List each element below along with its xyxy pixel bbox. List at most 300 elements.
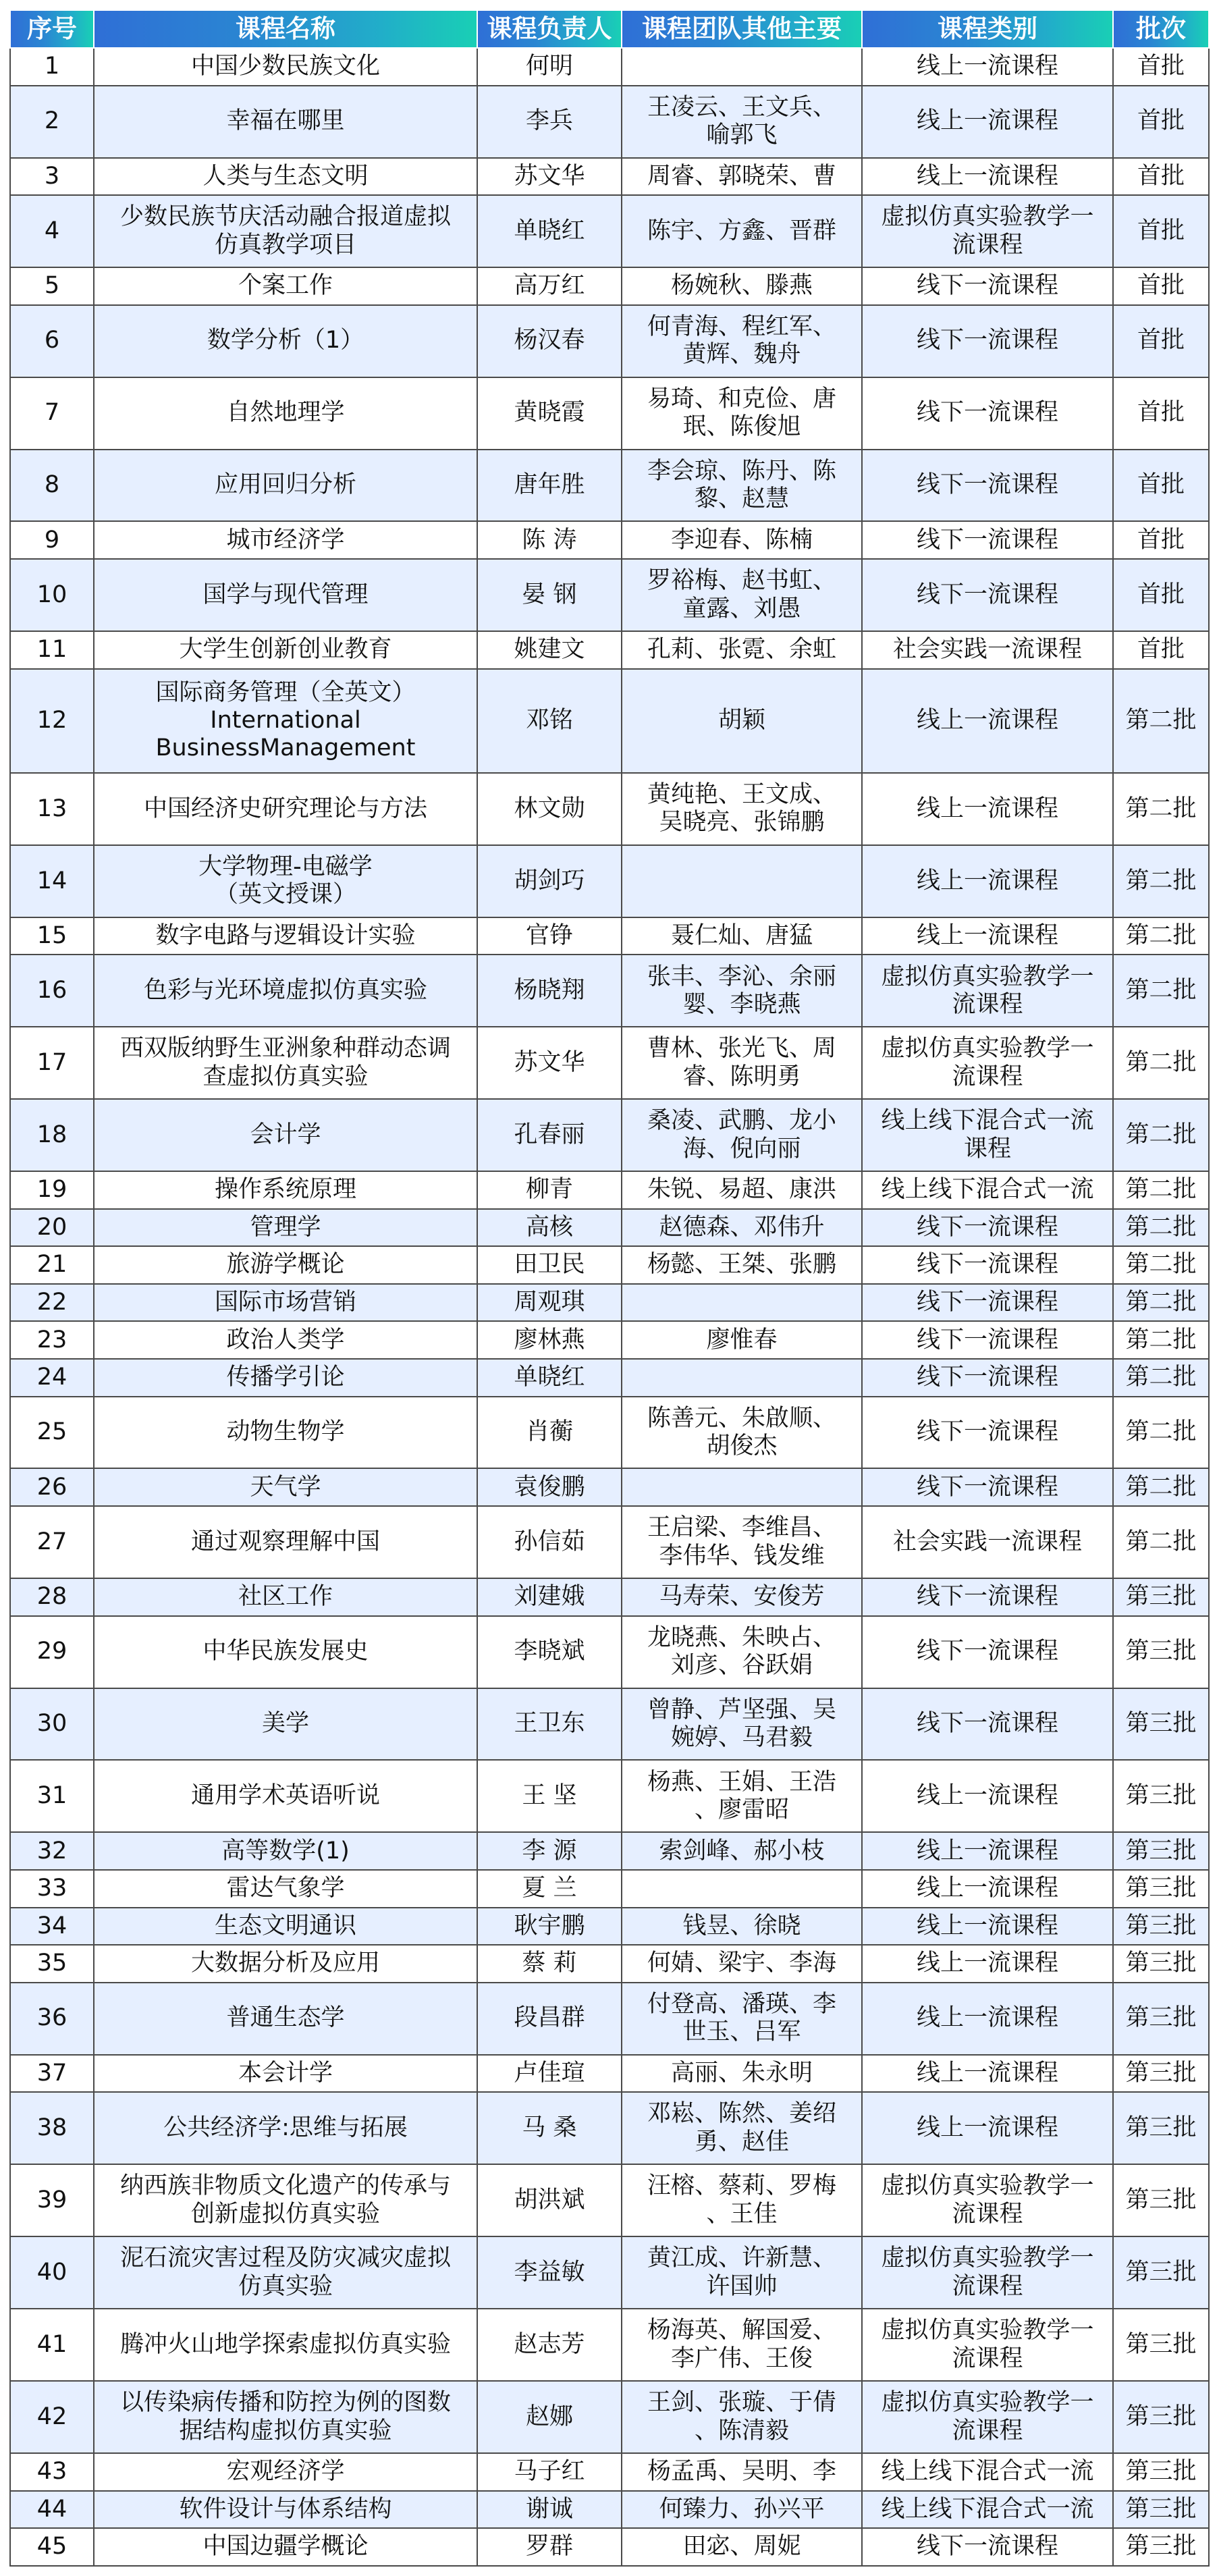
row-course-type: 线上一流课程 <box>862 1945 1113 1983</box>
row-batch: 第三批 <box>1113 1870 1209 1908</box>
row-course-lead: 段昌群 <box>477 1983 622 2055</box>
row-course-lead: 胡剑巧 <box>477 845 622 917</box>
header-batch: 批次 <box>1113 10 1209 48</box>
row-seq: 40 <box>10 2236 94 2309</box>
row-course-lead: 苏文华 <box>477 158 622 196</box>
row-course-lead: 孙信茹 <box>477 1506 622 1578</box>
row-seq: 10 <box>10 559 94 631</box>
row-course-lead: 田卫民 <box>477 1246 622 1284</box>
header-row <box>10 10 1209 48</box>
table-row <box>10 669 1209 773</box>
row-course-name: 中国边疆学概论 <box>94 2528 477 2566</box>
row-course-team: 马寿荣、安俊芳 <box>622 1578 862 1616</box>
row-course-team: 汪榕、蔡莉、罗梅 、王佳 <box>622 2164 862 2236</box>
row-course-team: 杨懿、王桀、张鹏 <box>622 1246 862 1284</box>
row-course-team <box>622 1468 862 1506</box>
row-course-name: 腾冲火山地学探索虚拟仿真实验 <box>94 2309 477 2381</box>
row-seq: 31 <box>10 1760 94 1832</box>
row-course-name: 自然地理学 <box>94 377 477 450</box>
row-course-lead: 苏文华 <box>477 1027 622 1099</box>
row-seq: 45 <box>10 2528 94 2566</box>
row-course-name: 通过观察理解中国 <box>94 1506 477 1578</box>
table-row <box>10 1284 1209 1322</box>
row-course-type: 社会实践一流课程 <box>862 631 1113 669</box>
row-course-name: 传播学引论 <box>94 1359 477 1397</box>
row-course-lead: 高万红 <box>477 267 622 305</box>
row-course-lead: 杨晓翔 <box>477 955 622 1027</box>
row-seq: 5 <box>10 267 94 305</box>
row-course-type: 线上一流课程 <box>862 2092 1113 2164</box>
row-course-type: 虚拟仿真实验教学一 流课程 <box>862 2381 1113 2453</box>
table-row <box>10 1870 1209 1908</box>
table-row <box>10 2309 1209 2381</box>
row-batch: 首批 <box>1113 305 1209 377</box>
row-seq: 20 <box>10 1209 94 1247</box>
table-row <box>10 2381 1209 2453</box>
row-batch: 第二批 <box>1113 1359 1209 1397</box>
row-course-team: 何婧、梁宇、李海 <box>622 1945 862 1983</box>
table-row <box>10 1983 1209 2055</box>
row-batch: 第二批 <box>1113 1171 1209 1209</box>
row-course-name: 高等数学(1) <box>94 1832 477 1870</box>
table-row <box>10 2453 1209 2491</box>
row-course-team: 何青海、程红军、 黄辉、魏舟 <box>622 305 862 377</box>
row-course-name: 以传染病传播和防控为例的图数 据结构虚拟仿真实验 <box>94 2381 477 2453</box>
table-row <box>10 2164 1209 2236</box>
row-course-type: 线上一流课程 <box>862 917 1113 955</box>
row-course-name: 中国经济史研究理论与方法 <box>94 773 477 845</box>
table-row <box>10 1359 1209 1397</box>
row-course-name: 西双版纳野生亚洲象种群动态调 查虚拟仿真实验 <box>94 1027 477 1099</box>
row-course-team: 朱锐、易超、康洪 <box>622 1171 862 1209</box>
row-batch: 第三批 <box>1113 2309 1209 2381</box>
row-batch: 第三批 <box>1113 2528 1209 2566</box>
row-batch: 首批 <box>1113 267 1209 305</box>
row-course-lead: 赵志芳 <box>477 2309 622 2381</box>
row-batch: 第三批 <box>1113 2491 1209 2529</box>
table-row <box>10 1209 1209 1247</box>
row-course-team: 钱昱、徐晓 <box>622 1908 862 1946</box>
row-course-type: 虚拟仿真实验教学一 流课程 <box>862 955 1113 1027</box>
row-course-name: 应用回归分析 <box>94 450 477 522</box>
row-seq: 14 <box>10 845 94 917</box>
row-batch: 第三批 <box>1113 1616 1209 1688</box>
row-batch: 第三批 <box>1113 1578 1209 1616</box>
row-course-name: 会计学 <box>94 1099 477 1171</box>
row-course-name: 宏观经济学 <box>94 2453 477 2491</box>
row-course-team: 王剑、张璇、于倩 、陈清毅 <box>622 2381 862 2453</box>
row-seq: 25 <box>10 1397 94 1469</box>
row-course-lead: 李益敏 <box>477 2236 622 2309</box>
row-course-lead: 马子红 <box>477 2453 622 2491</box>
row-course-lead: 柳青 <box>477 1171 622 1209</box>
row-seq: 22 <box>10 1284 94 1322</box>
table-row <box>10 195 1209 267</box>
row-course-team: 邓崧、陈然、姜绍 勇、赵佳 <box>622 2092 862 2164</box>
row-seq: 29 <box>10 1616 94 1688</box>
row-course-team: 黄江成、许新慧、 许国帅 <box>622 2236 862 2309</box>
row-batch: 首批 <box>1113 195 1209 267</box>
row-course-type: 线下一流课程 <box>862 1209 1113 1247</box>
row-batch: 首批 <box>1113 48 1209 86</box>
row-course-type: 社会实践一流课程 <box>862 1506 1113 1578</box>
row-course-lead: 耿宇鹏 <box>477 1908 622 1946</box>
row-course-lead: 唐年胜 <box>477 450 622 522</box>
table-row <box>10 1321 1209 1359</box>
course-table <box>9 9 1210 2567</box>
table-row <box>10 2092 1209 2164</box>
row-seq: 24 <box>10 1359 94 1397</box>
row-course-type: 线下一流课程 <box>862 1688 1113 1761</box>
row-course-name: 通用学术英语听说 <box>94 1760 477 1832</box>
row-course-team: 付登高、潘瑛、李 世玉、吕军 <box>622 1983 862 2055</box>
row-course-lead: 黄晓霞 <box>477 377 622 450</box>
row-course-type: 线上线下混合式一流 <box>862 2453 1113 2491</box>
row-course-lead: 晏 钢 <box>477 559 622 631</box>
row-course-type: 线上一流课程 <box>862 2055 1113 2093</box>
row-seq: 18 <box>10 1099 94 1171</box>
row-batch: 第二批 <box>1113 1209 1209 1247</box>
row-seq: 44 <box>10 2491 94 2529</box>
row-course-lead: 谢诚 <box>477 2491 622 2529</box>
row-seq: 21 <box>10 1246 94 1284</box>
row-seq: 23 <box>10 1321 94 1359</box>
row-course-lead: 官铮 <box>477 917 622 955</box>
row-course-name: 幸福在哪里 <box>94 86 477 158</box>
row-course-team: 聂仁灿、唐猛 <box>622 917 862 955</box>
row-course-name: 国学与现代管理 <box>94 559 477 631</box>
row-batch: 第二批 <box>1113 773 1209 845</box>
row-batch: 第三批 <box>1113 2453 1209 2491</box>
row-course-lead: 何明 <box>477 48 622 86</box>
table-row <box>10 631 1209 669</box>
row-course-lead: 姚建文 <box>477 631 622 669</box>
row-seq: 33 <box>10 1870 94 1908</box>
row-course-name: 个案工作 <box>94 267 477 305</box>
row-batch: 第二批 <box>1113 1321 1209 1359</box>
table-row <box>10 1688 1209 1761</box>
row-seq: 41 <box>10 2309 94 2381</box>
table-row <box>10 559 1209 631</box>
table-row <box>10 2236 1209 2309</box>
row-seq: 11 <box>10 631 94 669</box>
row-seq: 4 <box>10 195 94 267</box>
row-course-team: 王凌云、王文兵、 喻郭飞 <box>622 86 862 158</box>
table-row <box>10 450 1209 522</box>
row-course-name: 旅游学概论 <box>94 1246 477 1284</box>
row-course-lead: 单晓红 <box>477 1359 622 1397</box>
row-batch: 第三批 <box>1113 2164 1209 2236</box>
row-batch: 首批 <box>1113 450 1209 522</box>
row-seq: 30 <box>10 1688 94 1761</box>
row-course-team: 罗裕梅、赵书虹、 童露、刘愚 <box>622 559 862 631</box>
table-row <box>10 955 1209 1027</box>
row-course-team <box>622 845 862 917</box>
table-row <box>10 2055 1209 2093</box>
row-course-team: 黄纯艳、王文成、 吴晓亮、张锦鹏 <box>622 773 862 845</box>
row-course-team: 龙晓燕、朱映占、 刘彦、谷跃娟 <box>622 1616 862 1688</box>
row-course-team: 王启梁、李维昌、 李伟华、钱发维 <box>622 1506 862 1578</box>
table-body <box>10 48 1209 2566</box>
row-course-lead: 王卫东 <box>477 1688 622 1761</box>
row-seq: 19 <box>10 1171 94 1209</box>
table-row <box>10 1908 1209 1946</box>
row-course-team: 廖惟春 <box>622 1321 862 1359</box>
row-batch: 第二批 <box>1113 845 1209 917</box>
header-seq: 序号 <box>10 10 94 48</box>
row-course-team: 杨海英、解国爱、 李广伟、王俊 <box>622 2309 862 2381</box>
row-course-name: 城市经济学 <box>94 521 477 559</box>
row-course-type: 线下一流课程 <box>862 1578 1113 1616</box>
row-course-lead: 胡洪斌 <box>477 2164 622 2236</box>
row-seq: 1 <box>10 48 94 86</box>
row-seq: 35 <box>10 1945 94 1983</box>
row-course-team: 胡颖 <box>622 669 862 773</box>
row-batch: 第三批 <box>1113 2381 1209 2453</box>
row-seq: 6 <box>10 305 94 377</box>
row-course-team: 陈善元、朱啟顺、 胡俊杰 <box>622 1397 862 1469</box>
row-course-name: 操作系统原理 <box>94 1171 477 1209</box>
row-course-type: 线上线下混合式一流 <box>862 2491 1113 2529</box>
row-course-name: 软件设计与体系结构 <box>94 2491 477 2529</box>
row-seq: 34 <box>10 1908 94 1946</box>
row-course-lead: 周观琪 <box>477 1284 622 1322</box>
table-row <box>10 1945 1209 1983</box>
row-batch: 首批 <box>1113 631 1209 669</box>
row-course-type: 线下一流课程 <box>862 1359 1113 1397</box>
row-course-name: 数字电路与逻辑设计实验 <box>94 917 477 955</box>
table-row <box>10 1468 1209 1506</box>
row-batch: 第二批 <box>1113 1099 1209 1171</box>
table-row <box>10 2528 1209 2566</box>
row-seq: 8 <box>10 450 94 522</box>
row-course-type: 线上一流课程 <box>862 1832 1113 1870</box>
row-course-name: 生态文明通识 <box>94 1908 477 1946</box>
row-batch: 第二批 <box>1113 1397 1209 1469</box>
row-course-lead: 王 坚 <box>477 1760 622 1832</box>
row-seq: 39 <box>10 2164 94 2236</box>
table-row <box>10 305 1209 377</box>
row-seq: 42 <box>10 2381 94 2453</box>
row-course-type: 虚拟仿真实验教学一 流课程 <box>862 2309 1113 2381</box>
row-batch: 第三批 <box>1113 1760 1209 1832</box>
row-batch: 第三批 <box>1113 1832 1209 1870</box>
table-row <box>10 1506 1209 1578</box>
row-course-team: 张丰、李沁、余丽 婴、李晓燕 <box>622 955 862 1027</box>
table-row <box>10 2491 1209 2529</box>
row-course-lead: 刘建娥 <box>477 1578 622 1616</box>
row-seq: 13 <box>10 773 94 845</box>
row-course-team: 周睿、郭晓荣、曹 <box>622 158 862 196</box>
table-row <box>10 377 1209 450</box>
row-batch: 第三批 <box>1113 1945 1209 1983</box>
row-course-name: 泥石流灾害过程及防灾减灾虚拟 仿真实验 <box>94 2236 477 2309</box>
table-row <box>10 773 1209 845</box>
row-course-type: 线上线下混合式一流 <box>862 1171 1113 1209</box>
row-batch: 首批 <box>1113 158 1209 196</box>
row-course-name: 人类与生态文明 <box>94 158 477 196</box>
row-course-name: 普通生态学 <box>94 1983 477 2055</box>
row-course-type: 线下一流课程 <box>862 267 1113 305</box>
row-course-lead: 陈 涛 <box>477 521 622 559</box>
table-row <box>10 917 1209 955</box>
row-course-type: 线下一流课程 <box>862 1321 1113 1359</box>
row-course-name: 少数民族节庆活动融合报道虚拟 仿真教学项目 <box>94 195 477 267</box>
row-course-name: 公共经济学:思维与拓展 <box>94 2092 477 2164</box>
row-course-name: 天气学 <box>94 1468 477 1506</box>
table-row <box>10 1099 1209 1171</box>
row-course-lead: 袁俊鹏 <box>477 1468 622 1506</box>
row-batch: 首批 <box>1113 559 1209 631</box>
row-course-name: 色彩与光环境虚拟仿真实验 <box>94 955 477 1027</box>
row-course-team: 曹林、张光飞、周 睿、陈明勇 <box>622 1027 862 1099</box>
row-course-team <box>622 48 862 86</box>
row-course-team: 孔莉、张霓、余虹 <box>622 631 862 669</box>
row-course-lead: 孔春丽 <box>477 1099 622 1171</box>
row-batch: 第三批 <box>1113 1688 1209 1761</box>
row-batch: 首批 <box>1113 521 1209 559</box>
row-course-lead: 夏 兰 <box>477 1870 622 1908</box>
row-course-team <box>622 1359 862 1397</box>
row-batch: 首批 <box>1113 86 1209 158</box>
row-batch: 第二批 <box>1113 1284 1209 1322</box>
row-seq: 12 <box>10 669 94 773</box>
row-seq: 38 <box>10 2092 94 2164</box>
row-seq: 9 <box>10 521 94 559</box>
row-course-team: 田宓、周妮 <box>622 2528 862 2566</box>
row-course-type: 线上一流课程 <box>862 845 1113 917</box>
row-course-name: 动物生物学 <box>94 1397 477 1469</box>
row-course-lead: 高核 <box>477 1209 622 1247</box>
row-course-name: 大学生创新创业教育 <box>94 631 477 669</box>
row-course-name: 社区工作 <box>94 1578 477 1616</box>
row-course-type: 线上线下混合式一流 课程 <box>862 1099 1113 1171</box>
row-course-lead: 李 源 <box>477 1832 622 1870</box>
row-batch: 第三批 <box>1113 2055 1209 2093</box>
row-course-type: 线下一流课程 <box>862 1246 1113 1284</box>
row-course-type: 线上一流课程 <box>862 1760 1113 1832</box>
row-seq: 15 <box>10 917 94 955</box>
row-course-lead: 赵娜 <box>477 2381 622 2453</box>
table-row <box>10 1171 1209 1209</box>
row-course-name: 纳西族非物质文化遗产的传承与 创新虚拟仿真实验 <box>94 2164 477 2236</box>
table-row <box>10 1397 1209 1469</box>
row-course-team: 高丽、朱永明 <box>622 2055 862 2093</box>
table-row <box>10 1578 1209 1616</box>
row-course-team: 桑凌、武鹏、龙小 海、倪向丽 <box>622 1099 862 1171</box>
row-batch: 第三批 <box>1113 1983 1209 2055</box>
row-course-type: 线上一流课程 <box>862 773 1113 845</box>
row-batch: 第二批 <box>1113 1506 1209 1578</box>
row-course-lead: 卢佳瑄 <box>477 2055 622 2093</box>
row-seq: 7 <box>10 377 94 450</box>
row-batch: 第二批 <box>1113 669 1209 773</box>
row-seq: 36 <box>10 1983 94 2055</box>
row-course-team: 赵德森、邓伟升 <box>622 1209 862 1247</box>
row-course-type: 线下一流课程 <box>862 521 1113 559</box>
row-course-name: 中国少数民族文化 <box>94 48 477 86</box>
row-course-lead: 肖蘅 <box>477 1397 622 1469</box>
row-course-type: 线上一流课程 <box>862 86 1113 158</box>
row-batch: 第二批 <box>1113 1027 1209 1099</box>
row-course-name: 数学分析（1） <box>94 305 477 377</box>
row-course-name: 政治人类学 <box>94 1321 477 1359</box>
row-course-team: 曾静、芦坚强、吴 婉婷、马君毅 <box>622 1688 862 1761</box>
row-batch: 第二批 <box>1113 917 1209 955</box>
row-course-type: 线上一流课程 <box>862 1908 1113 1946</box>
row-course-lead: 李兵 <box>477 86 622 158</box>
header-course-type: 课程类别 <box>862 10 1113 48</box>
row-course-type: 线下一流课程 <box>862 2528 1113 2566</box>
row-course-type: 线下一流课程 <box>862 559 1113 631</box>
row-course-type: 线下一流课程 <box>862 305 1113 377</box>
row-course-team: 杨燕、王娟、王浩 、廖雷昭 <box>622 1760 862 1832</box>
row-course-lead: 单晓红 <box>477 195 622 267</box>
row-seq: 32 <box>10 1832 94 1870</box>
table-row <box>10 1246 1209 1284</box>
row-course-type: 线下一流课程 <box>862 1397 1113 1469</box>
header-course-name: 课程名称 <box>94 10 477 48</box>
table-row <box>10 158 1209 196</box>
row-course-team <box>622 1284 862 1322</box>
row-course-lead: 李晓斌 <box>477 1616 622 1688</box>
row-course-lead: 杨汉春 <box>477 305 622 377</box>
row-batch: 第三批 <box>1113 1908 1209 1946</box>
row-course-type: 线上一流课程 <box>862 48 1113 86</box>
row-course-name: 中华民族发展史 <box>94 1616 477 1688</box>
row-seq: 27 <box>10 1506 94 1578</box>
table-row <box>10 48 1209 86</box>
row-course-type: 线下一流课程 <box>862 450 1113 522</box>
table-row <box>10 521 1209 559</box>
row-seq: 2 <box>10 86 94 158</box>
row-seq: 43 <box>10 2453 94 2491</box>
row-course-type: 虚拟仿真实验教学一 流课程 <box>862 1027 1113 1099</box>
row-batch: 第二批 <box>1113 1246 1209 1284</box>
row-course-lead: 蔡 莉 <box>477 1945 622 1983</box>
row-seq: 16 <box>10 955 94 1027</box>
row-course-lead: 林文勋 <box>477 773 622 845</box>
row-course-name: 雷达气象学 <box>94 1870 477 1908</box>
row-course-name: 大学物理-电磁学 （英文授课） <box>94 845 477 917</box>
row-course-team: 索剑峰、郝小枝 <box>622 1832 862 1870</box>
row-course-team <box>622 1870 862 1908</box>
header-course-team: 课程团队其他主要 <box>622 10 862 48</box>
row-course-lead: 罗群 <box>477 2528 622 2566</box>
row-batch: 第二批 <box>1113 955 1209 1027</box>
row-course-type: 虚拟仿真实验教学一 流课程 <box>862 195 1113 267</box>
row-course-type: 线上一流课程 <box>862 1983 1113 2055</box>
row-course-type: 线上一流课程 <box>862 1870 1113 1908</box>
row-course-type: 线上一流课程 <box>862 669 1113 773</box>
row-seq: 28 <box>10 1578 94 1616</box>
header-course-lead: 课程负责人 <box>477 10 622 48</box>
table-row <box>10 1832 1209 1870</box>
table-row <box>10 1760 1209 1832</box>
row-course-type: 虚拟仿真实验教学一 流课程 <box>862 2164 1113 2236</box>
row-seq: 37 <box>10 2055 94 2093</box>
row-course-lead: 邓铭 <box>477 669 622 773</box>
table-row <box>10 86 1209 158</box>
row-course-lead: 马 桑 <box>477 2092 622 2164</box>
row-course-type: 线下一流课程 <box>862 377 1113 450</box>
row-course-type: 线下一流课程 <box>862 1468 1113 1506</box>
row-batch: 第三批 <box>1113 2236 1209 2309</box>
row-course-lead: 廖林燕 <box>477 1321 622 1359</box>
row-course-type: 虚拟仿真实验教学一 流课程 <box>862 2236 1113 2309</box>
row-course-team: 杨婉秋、滕燕 <box>622 267 862 305</box>
table-row <box>10 1027 1209 1099</box>
